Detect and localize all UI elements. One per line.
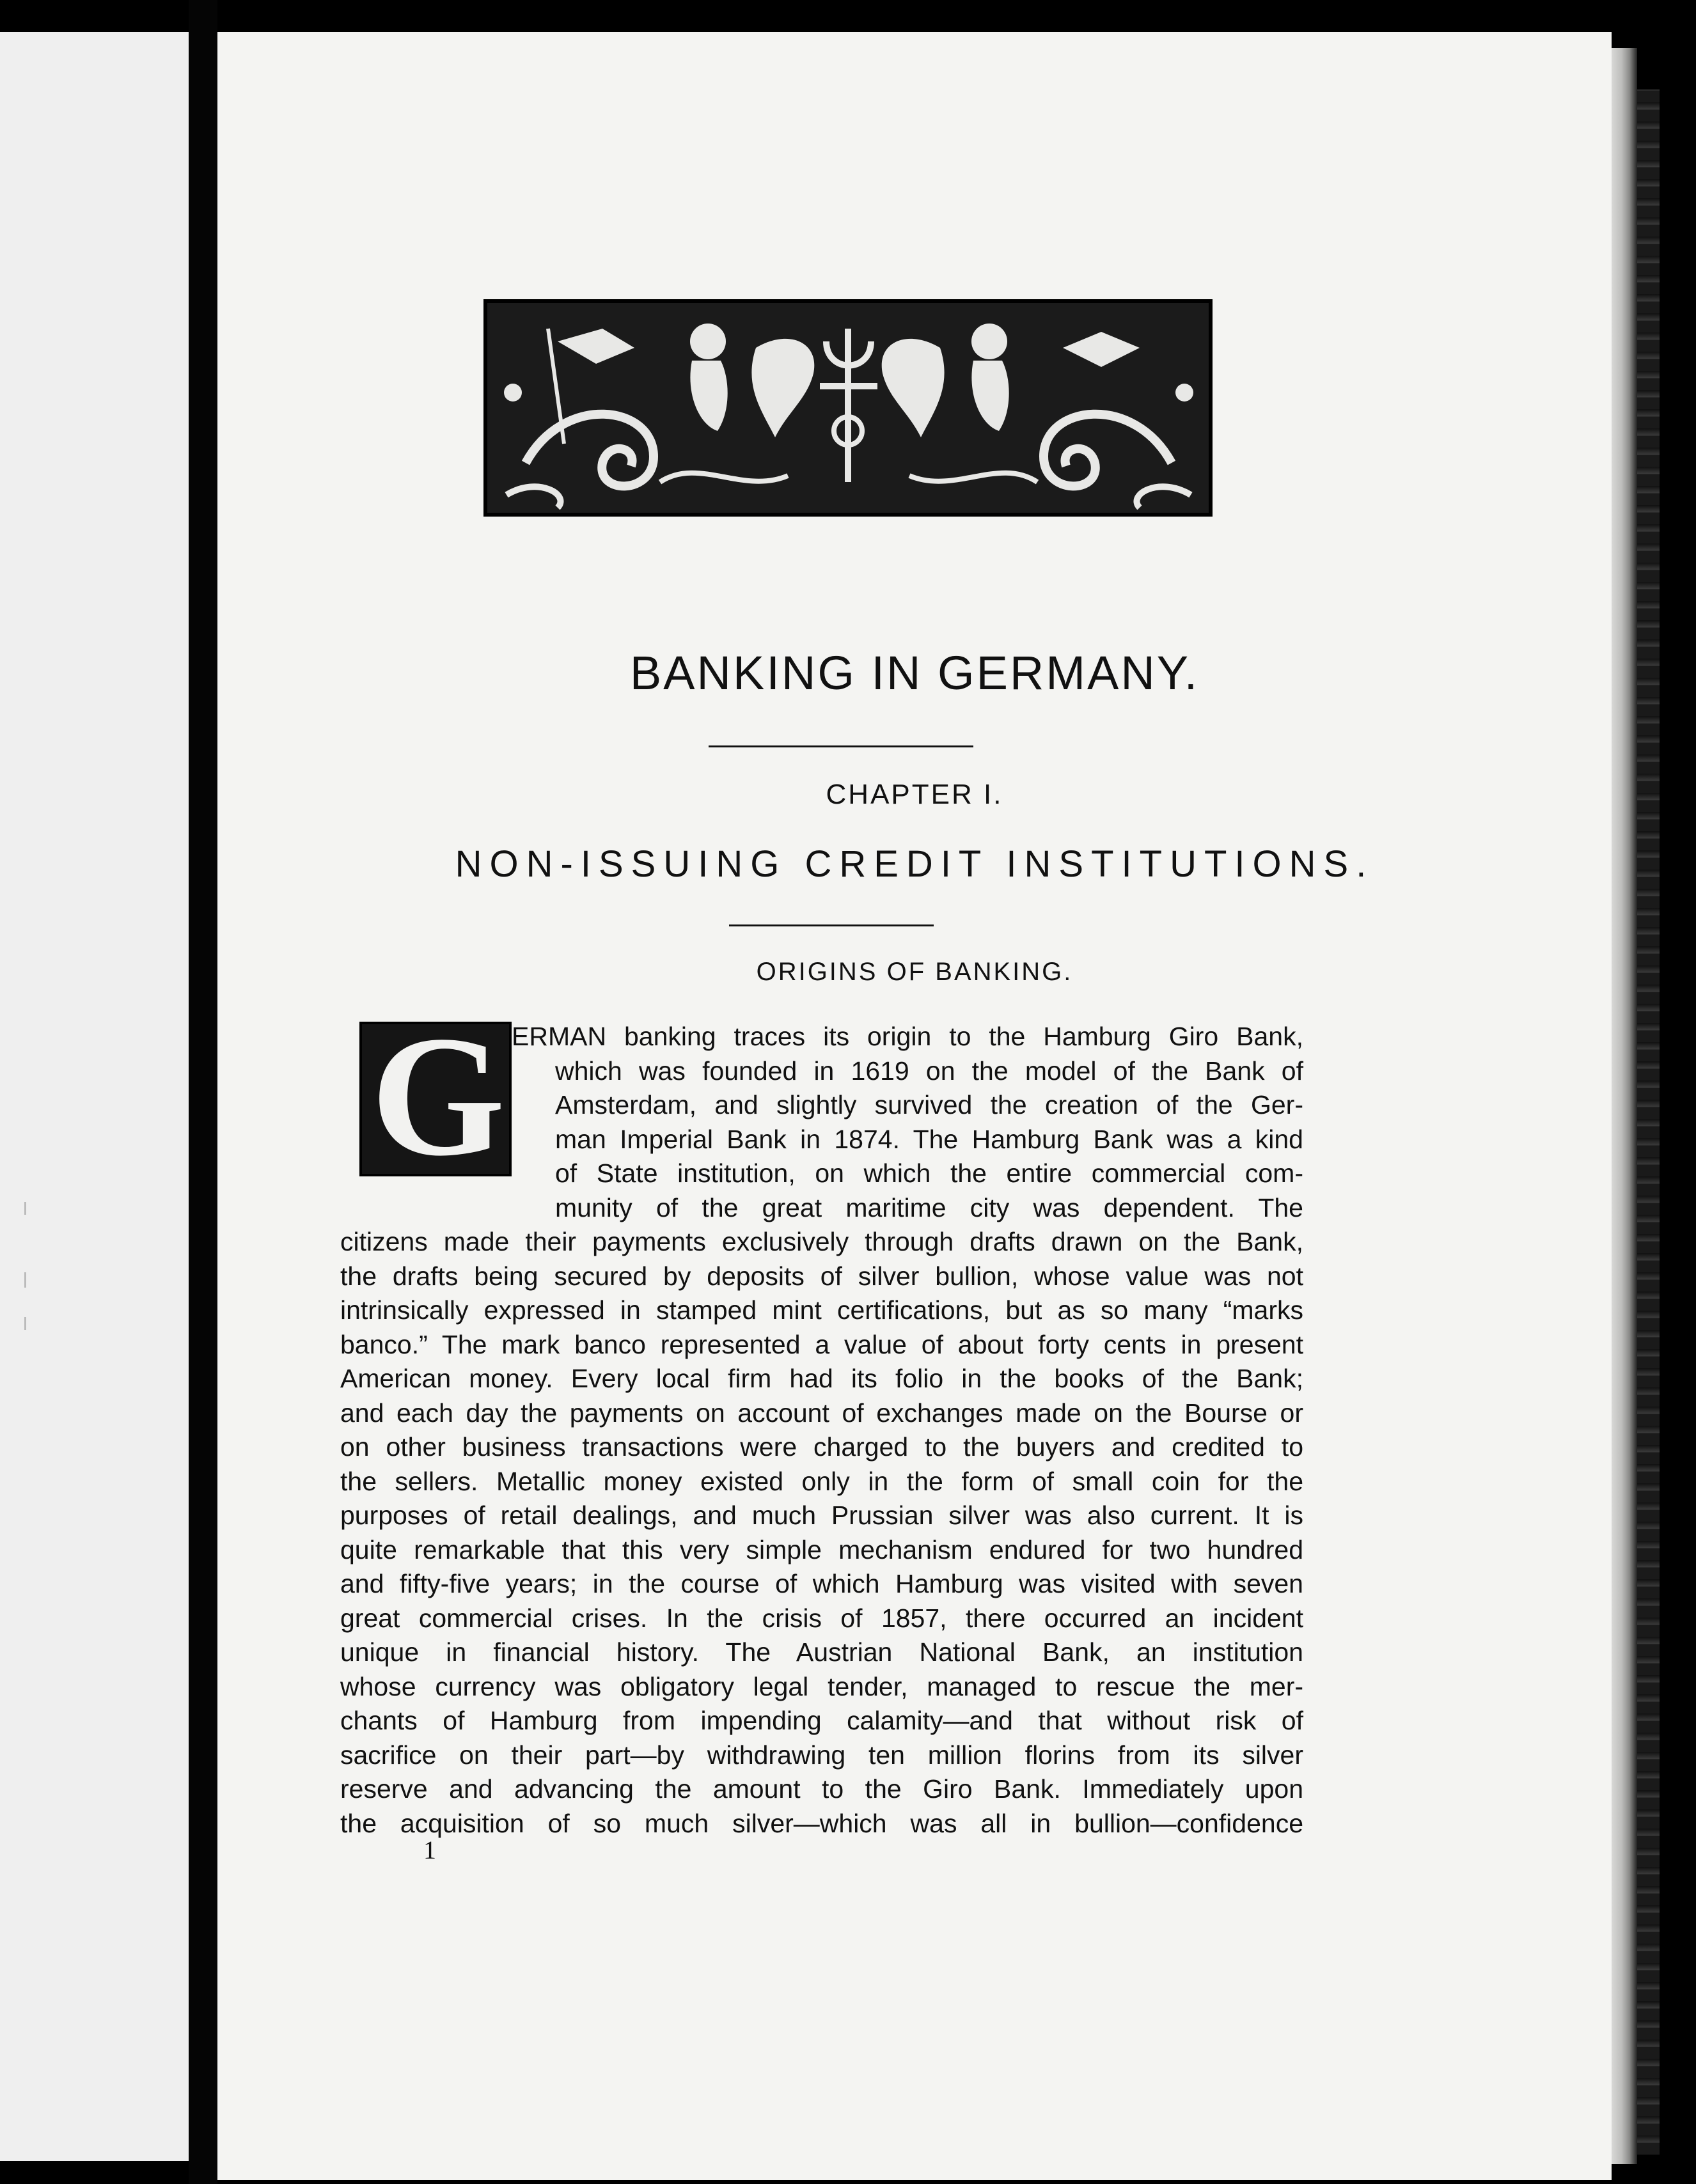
title-rule — [709, 745, 973, 747]
body-line: the sellers. Metallic money existed only in the form of small coin for the — [340, 1466, 1303, 1496]
page-mark — [24, 1317, 26, 1330]
body-line: chants of Hamburg from impending calamity—and that without risk of — [340, 1706, 1303, 1735]
body-line: purposes of retail dealings, and much Prussian silver was also current. It is — [340, 1501, 1303, 1530]
body-line: sacrifice on their part—by withdrawing ten million florins from its silver — [340, 1740, 1303, 1770]
chapter-number: CHAPTER I. — [826, 779, 1003, 810]
body-line: intrinsically expressed in stamped mint certifications, but as so many “marks — [340, 1295, 1303, 1325]
body-line: Amsterdam, and slightly survived the creation of the Ger- — [555, 1090, 1303, 1119]
decorative-headpiece-icon — [483, 299, 1213, 517]
body-line: unique in financial history. The Austrian National Bank, an institution — [340, 1637, 1303, 1667]
body-line: citizens made their payments exclusively through drafts drawn on the Bank, — [340, 1227, 1303, 1256]
body-line: of State institution, on which the entire commercial com- — [555, 1158, 1303, 1188]
body-line: man Imperial Bank in 1874. The Hamburg Bank was a kind — [555, 1124, 1303, 1154]
body-line: the drafts being secured by deposits of silver bullion, whose value was not — [340, 1261, 1303, 1291]
body-line: and fifty-five years; in the course of which Hamburg was visited with seven — [340, 1569, 1303, 1598]
ornament-artwork — [487, 303, 1209, 513]
page-mark — [24, 1202, 26, 1215]
chapter-title: NON-ISSUING CREDIT INSTITUTIONS. — [455, 843, 1374, 885]
book-block-edge — [1637, 90, 1660, 2155]
page-edge — [1612, 48, 1637, 2164]
body-line: banco.” The mark banco represented a value of about forty cents in present — [340, 1329, 1303, 1359]
chapter-rule — [729, 924, 934, 926]
page-mark — [24, 1272, 26, 1288]
body-line: and each day the payments on account of exchanges made on the Bourse or — [340, 1398, 1303, 1428]
body-line: the acquisition of so much silver—which was all in bullion—confidence — [340, 1808, 1303, 1838]
book-title: BANKING IN GERMANY. — [629, 646, 1200, 699]
body-line: munity of the great maritime city was dependent. The — [555, 1192, 1303, 1222]
body-line: American money. Every local firm had its folio in the books of the Bank; — [340, 1364, 1303, 1393]
drop-cap-letter: G — [370, 1001, 505, 1192]
body-line: whose currency was obligatory legal tender, managed to rescue the mer- — [340, 1671, 1303, 1701]
body-line: great commercial crises. In the crisis of 1857, there occurred an incident — [340, 1603, 1303, 1633]
body-line: quite remarkable that this very simple mechanism endured for two hundred — [340, 1534, 1303, 1564]
body-line: reserve and advancing the amount to the Giro Bank. Immediately upon — [340, 1774, 1303, 1804]
book-gutter — [189, 0, 217, 2184]
page-number: 1 — [423, 1836, 436, 1864]
facing-page — [0, 32, 189, 2161]
body-line: on other business transactions were charged to the buyers and credited to — [340, 1432, 1303, 1462]
body-line: which was founded in 1619 on the model of the Bank of — [555, 1056, 1303, 1086]
drop-cap-initial — [359, 1001, 512, 1192]
body-line: ERMAN banking traces its origin to the Hamburg Giro Bank, — [512, 1022, 1303, 1051]
section-heading: ORIGINS OF BANKING. — [756, 958, 1073, 986]
